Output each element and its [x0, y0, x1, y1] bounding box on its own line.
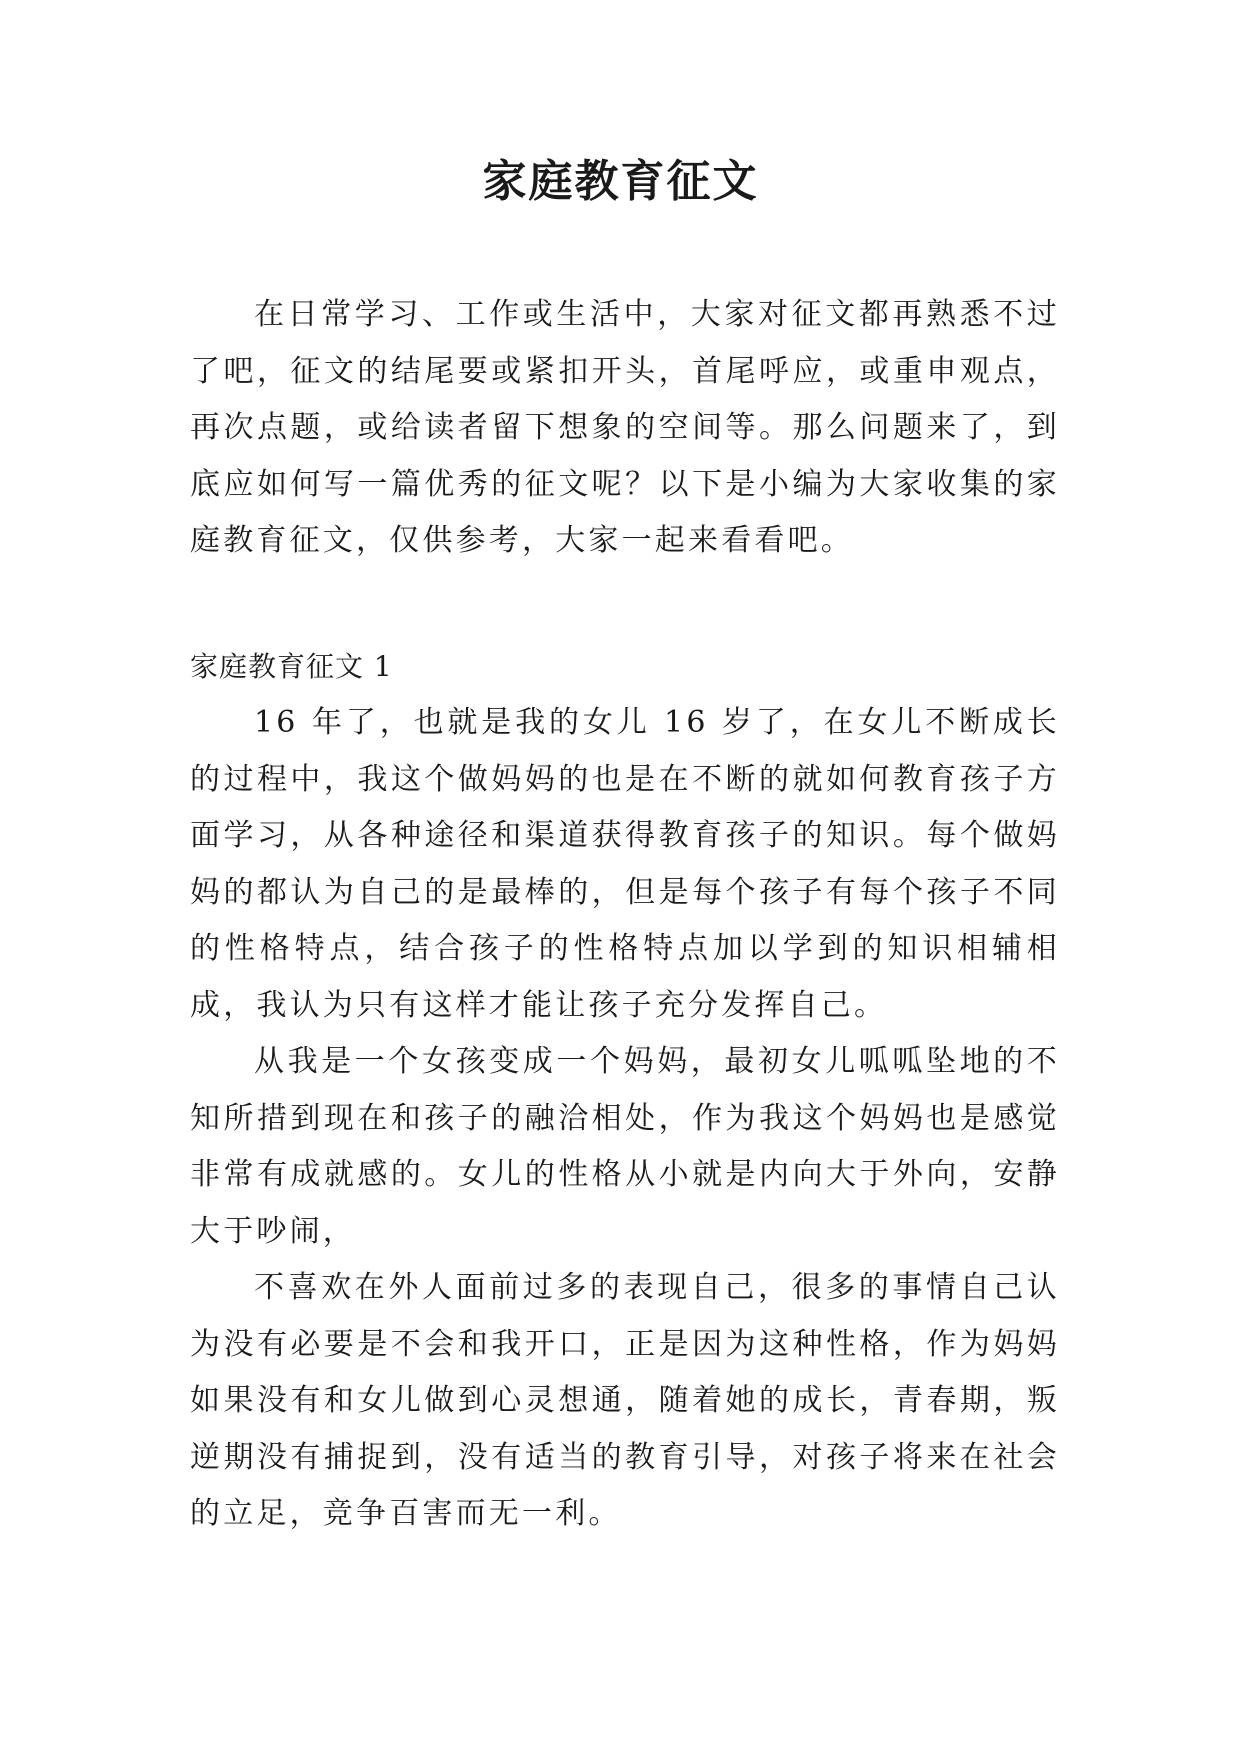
- essay-section: [190, 639, 1060, 1543]
- page-title: 家庭教育征文: [482, 156, 759, 207]
- section-paragraph-1: 16 年了，也就是我的女儿 16 岁了，在女儿不断成长的过程中，我这个做妈妈的也是在不断的就如何教育孩子方面学习，从各种途径和渠道获得教育孩子的知识。每个做妈妈的都认为自己的是最棒的，但是每个孩子有每个孩子不同的性格特点，结合孩子的性格特点加以学到的知识相辅相成，我认为只有这样才能让孩子充分发挥自己。: [190, 705, 1060, 1023]
- section-paragraph-3: 不喜欢在外人面前过多的表现自己，很多的事情自己认为没有必要是不会和我开口，正是因为这种性格，作为妈妈如果没有和女儿做到心灵想通，随着她的成长，青春期，叛逆期没有捕捉到，没有适当的教育引导，对孩子将来在社会的立足，竞争百害而无一利。: [190, 1270, 1060, 1531]
- intro-block: [190, 287, 1060, 570]
- section-heading: 家庭教育征文 1: [190, 650, 393, 683]
- section-paragraph-2: 从我是一个女孩变成一个妈妈，最初女儿呱呱坠地的不知所措到现在和孩子的融洽相处，作为我这个妈妈也是感觉非常有成就感的。女儿的性格从小就是内向大于外向，安静大于吵闹，: [190, 1044, 1060, 1249]
- intro-paragraph: 在日常学习、工作或生活中，大家对征文都再熟悉不过了吧，征文的结尾要或紧扣开头，首尾呼应，或重申观点，再次点题，或给读者留下想象的空间等。那么问题来了，到底应如何写一篇优秀的征文呢？以下是小编为大家收集的家庭教育征文，仅供参考，大家一起来看看吧。: [190, 297, 1060, 558]
